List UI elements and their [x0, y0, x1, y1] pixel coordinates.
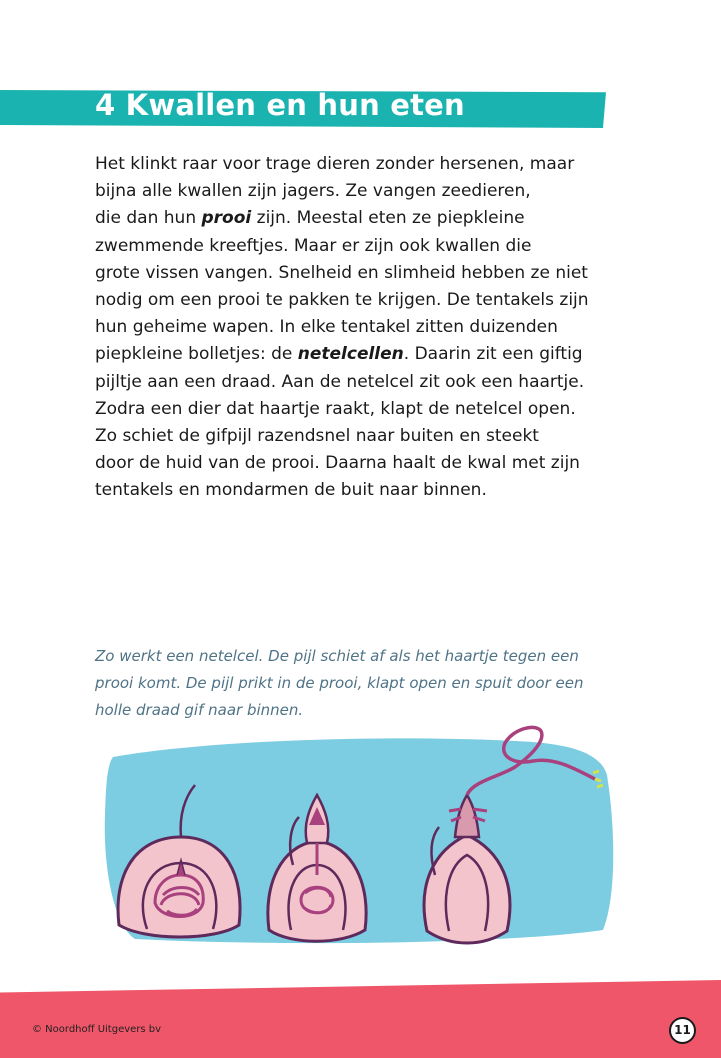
body-text-segment: grote vissen vangen. Snelheid en slimheid hebben ze niet: [95, 262, 588, 283]
stinging-cell-illustration: [95, 725, 635, 960]
key-term: prooi: [201, 208, 252, 229]
body-text-segment: nodig om een prooi te pakken te krijgen. De tentakels zijn: [95, 290, 589, 311]
body-line: [95, 233, 615, 260]
body-line: [95, 423, 615, 450]
body-line: [95, 205, 615, 232]
body-text-segment: pijltje aan een draad. Aan de netelcel zit ook een haartje.: [95, 371, 585, 392]
body-line: [95, 477, 615, 504]
illustration-caption: [95, 643, 615, 724]
caption-line: holle draad gif naar binnen.: [95, 701, 304, 719]
caption-line: prooi komt. De pijl prikt in de prooi, klapt open en spuit door een: [95, 674, 584, 692]
body-line: [95, 450, 615, 477]
body-text-segment: Zodra een dier dat haartje raakt, klapt de netelcel open.: [95, 398, 576, 419]
body-text-segment: tentakels en mondarmen de buit naar binnen.: [95, 480, 487, 501]
body-line: [95, 396, 615, 423]
body-text-segment: . Daarin zit een giftig: [403, 344, 583, 365]
body-line: [95, 314, 615, 341]
body-text-segment: door de huid van de prooi. Daarna haalt de kwal met zijn: [95, 453, 580, 474]
body-line: [95, 178, 615, 205]
page-number: 11: [669, 1017, 696, 1044]
body-line: [95, 260, 615, 287]
caption-line: Zo werkt een netelcel. De pijl schiet af als het haartje tegen een: [95, 647, 579, 665]
body-text-segment: zwemmende kreeftjes. Maar er zijn ook kwallen die: [95, 235, 532, 256]
body-line: [95, 341, 615, 368]
body-text-segment: zijn. Meestal eten ze piepkleine: [251, 208, 525, 229]
body-text-segment: hun geheime wapen. In elke tentakel zitten duizenden: [95, 317, 558, 338]
body-paragraph: [95, 151, 615, 505]
copyright-notice: © Noordhoff Uitgevers bv: [32, 1024, 162, 1035]
body-text-segment: Zo schiet de gifpijl razendsnel naar buiten en steekt: [95, 426, 539, 447]
footer-band: [0, 980, 721, 1058]
chapter-title: 4 Kwallen en hun eten: [95, 88, 465, 122]
body-text-segment: bijna alle kwallen zijn jagers. Ze vangen zeedieren,: [95, 181, 531, 202]
body-text-segment: die dan hun: [95, 208, 202, 229]
body-line: [95, 151, 615, 178]
body-text-segment: Het klinkt raar voor trage dieren zonder hersenen, maar: [95, 154, 575, 174]
body-line: [95, 369, 615, 396]
body-text-segment: piepkleine bolletjes: de: [95, 344, 298, 365]
body-line: [95, 287, 615, 314]
key-term: netelcellen: [297, 344, 404, 365]
